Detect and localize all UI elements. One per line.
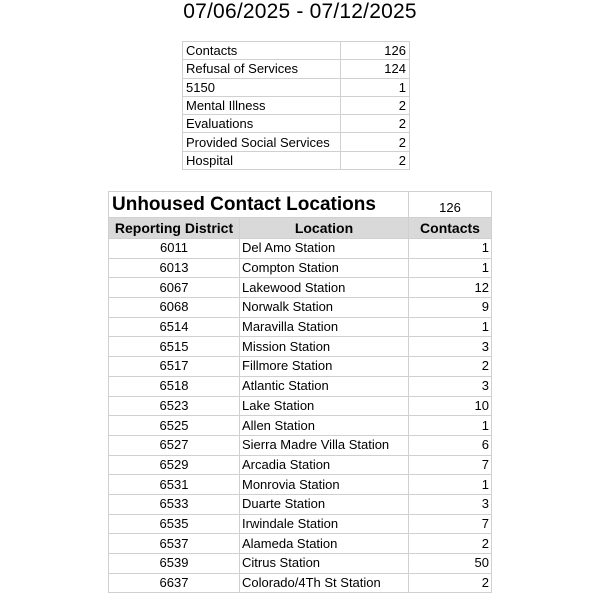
summary-value: 2 — [341, 151, 410, 169]
locations-total: 126 — [409, 192, 492, 218]
summary-row — [183, 60, 410, 78]
district-cell: 6537 — [109, 534, 240, 554]
contacts-cell: 1 — [409, 239, 492, 259]
summary-row — [183, 115, 410, 133]
district-cell: 6529 — [109, 455, 240, 475]
summary-value: 2 — [341, 96, 410, 114]
summary-label: Contacts — [183, 42, 341, 60]
locations-title-row — [109, 192, 492, 218]
summary-value: 124 — [341, 60, 410, 78]
table-row — [109, 239, 492, 259]
location-cell: Del Amo Station — [240, 239, 409, 259]
contacts-cell: 1 — [409, 475, 492, 495]
contacts-cell: 1 — [409, 416, 492, 436]
contacts-cell: 3 — [409, 494, 492, 514]
summary-label: Provided Social Services — [183, 133, 341, 151]
summary-row — [183, 96, 410, 114]
summary-label: Refusal of Services — [183, 60, 341, 78]
table-row — [109, 258, 492, 278]
location-cell: Alameda Station — [240, 534, 409, 554]
location-cell: Lake Station — [240, 396, 409, 416]
summary-value: 1 — [341, 78, 410, 96]
summary-value: 2 — [341, 115, 410, 133]
contacts-cell: 2 — [409, 357, 492, 377]
location-cell: Allen Station — [240, 416, 409, 436]
contacts-cell: 2 — [409, 573, 492, 593]
district-cell: 6517 — [109, 357, 240, 377]
table-row — [109, 278, 492, 298]
summary-row — [183, 133, 410, 151]
header-reporting-district: Reporting District — [109, 218, 240, 239]
contacts-cell: 9 — [409, 298, 492, 318]
district-cell: 6013 — [109, 258, 240, 278]
table-row — [109, 573, 492, 593]
location-cell: Fillmore Station — [240, 357, 409, 377]
summary-row — [183, 151, 410, 169]
header-location: Location — [240, 218, 409, 239]
contacts-cell: 1 — [409, 258, 492, 278]
location-cell: Citrus Station — [240, 554, 409, 574]
summary-row — [183, 78, 410, 96]
contacts-cell: 7 — [409, 455, 492, 475]
summary-label: Evaluations — [183, 115, 341, 133]
district-cell: 6068 — [109, 298, 240, 318]
table-row — [109, 337, 492, 357]
location-cell: Monrovia Station — [240, 475, 409, 495]
contacts-cell: 10 — [409, 396, 492, 416]
summary-row — [183, 42, 410, 60]
summary-label: 5150 — [183, 78, 341, 96]
district-cell: 6535 — [109, 514, 240, 534]
locations-header-row — [109, 218, 492, 239]
district-cell: 6527 — [109, 435, 240, 455]
location-cell: Norwalk Station — [240, 298, 409, 318]
location-cell: Atlantic Station — [240, 376, 409, 396]
table-row — [109, 357, 492, 377]
table-row — [109, 514, 492, 534]
table-row — [109, 475, 492, 495]
location-cell: Maravilla Station — [240, 317, 409, 337]
location-cell: Compton Station — [240, 258, 409, 278]
table-row — [109, 317, 492, 337]
district-cell: 6011 — [109, 239, 240, 259]
table-row — [109, 376, 492, 396]
district-cell: 6533 — [109, 494, 240, 514]
district-cell: 6523 — [109, 396, 240, 416]
header-contacts: Contacts — [409, 218, 492, 239]
district-cell: 6637 — [109, 573, 240, 593]
contacts-cell: 12 — [409, 278, 492, 298]
location-cell: Duarte Station — [240, 494, 409, 514]
contacts-cell: 1 — [409, 317, 492, 337]
contacts-cell: 6 — [409, 435, 492, 455]
table-row — [109, 554, 492, 574]
table-row — [109, 435, 492, 455]
locations-title: Unhoused Contact Locations — [109, 192, 409, 218]
table-row — [109, 298, 492, 318]
locations-table — [108, 191, 492, 593]
district-cell: 6531 — [109, 475, 240, 495]
location-cell: Colorado/4Th St Station — [240, 573, 409, 593]
contacts-cell: 50 — [409, 554, 492, 574]
contacts-cell: 2 — [409, 534, 492, 554]
contacts-cell: 3 — [409, 337, 492, 357]
table-row — [109, 396, 492, 416]
page-title: 07/06/2025 - 07/12/2025 — [183, 0, 417, 23]
district-cell: 6525 — [109, 416, 240, 436]
location-cell: Mission Station — [240, 337, 409, 357]
contacts-cell: 3 — [409, 376, 492, 396]
summary-label: Hospital — [183, 151, 341, 169]
summary-value: 2 — [341, 133, 410, 151]
contacts-cell: 7 — [409, 514, 492, 534]
district-cell: 6514 — [109, 317, 240, 337]
location-cell: Sierra Madre Villa Station — [240, 435, 409, 455]
table-row — [109, 455, 492, 475]
district-cell: 6515 — [109, 337, 240, 357]
table-row — [109, 534, 492, 554]
location-cell: Lakewood Station — [240, 278, 409, 298]
district-cell: 6067 — [109, 278, 240, 298]
location-cell: Irwindale Station — [240, 514, 409, 534]
summary-value: 126 — [341, 42, 410, 60]
summary-table — [182, 41, 410, 170]
table-row — [109, 494, 492, 514]
district-cell: 6518 — [109, 376, 240, 396]
table-row — [109, 416, 492, 436]
district-cell: 6539 — [109, 554, 240, 574]
location-cell: Arcadia Station — [240, 455, 409, 475]
summary-label: Mental Illness — [183, 96, 341, 114]
